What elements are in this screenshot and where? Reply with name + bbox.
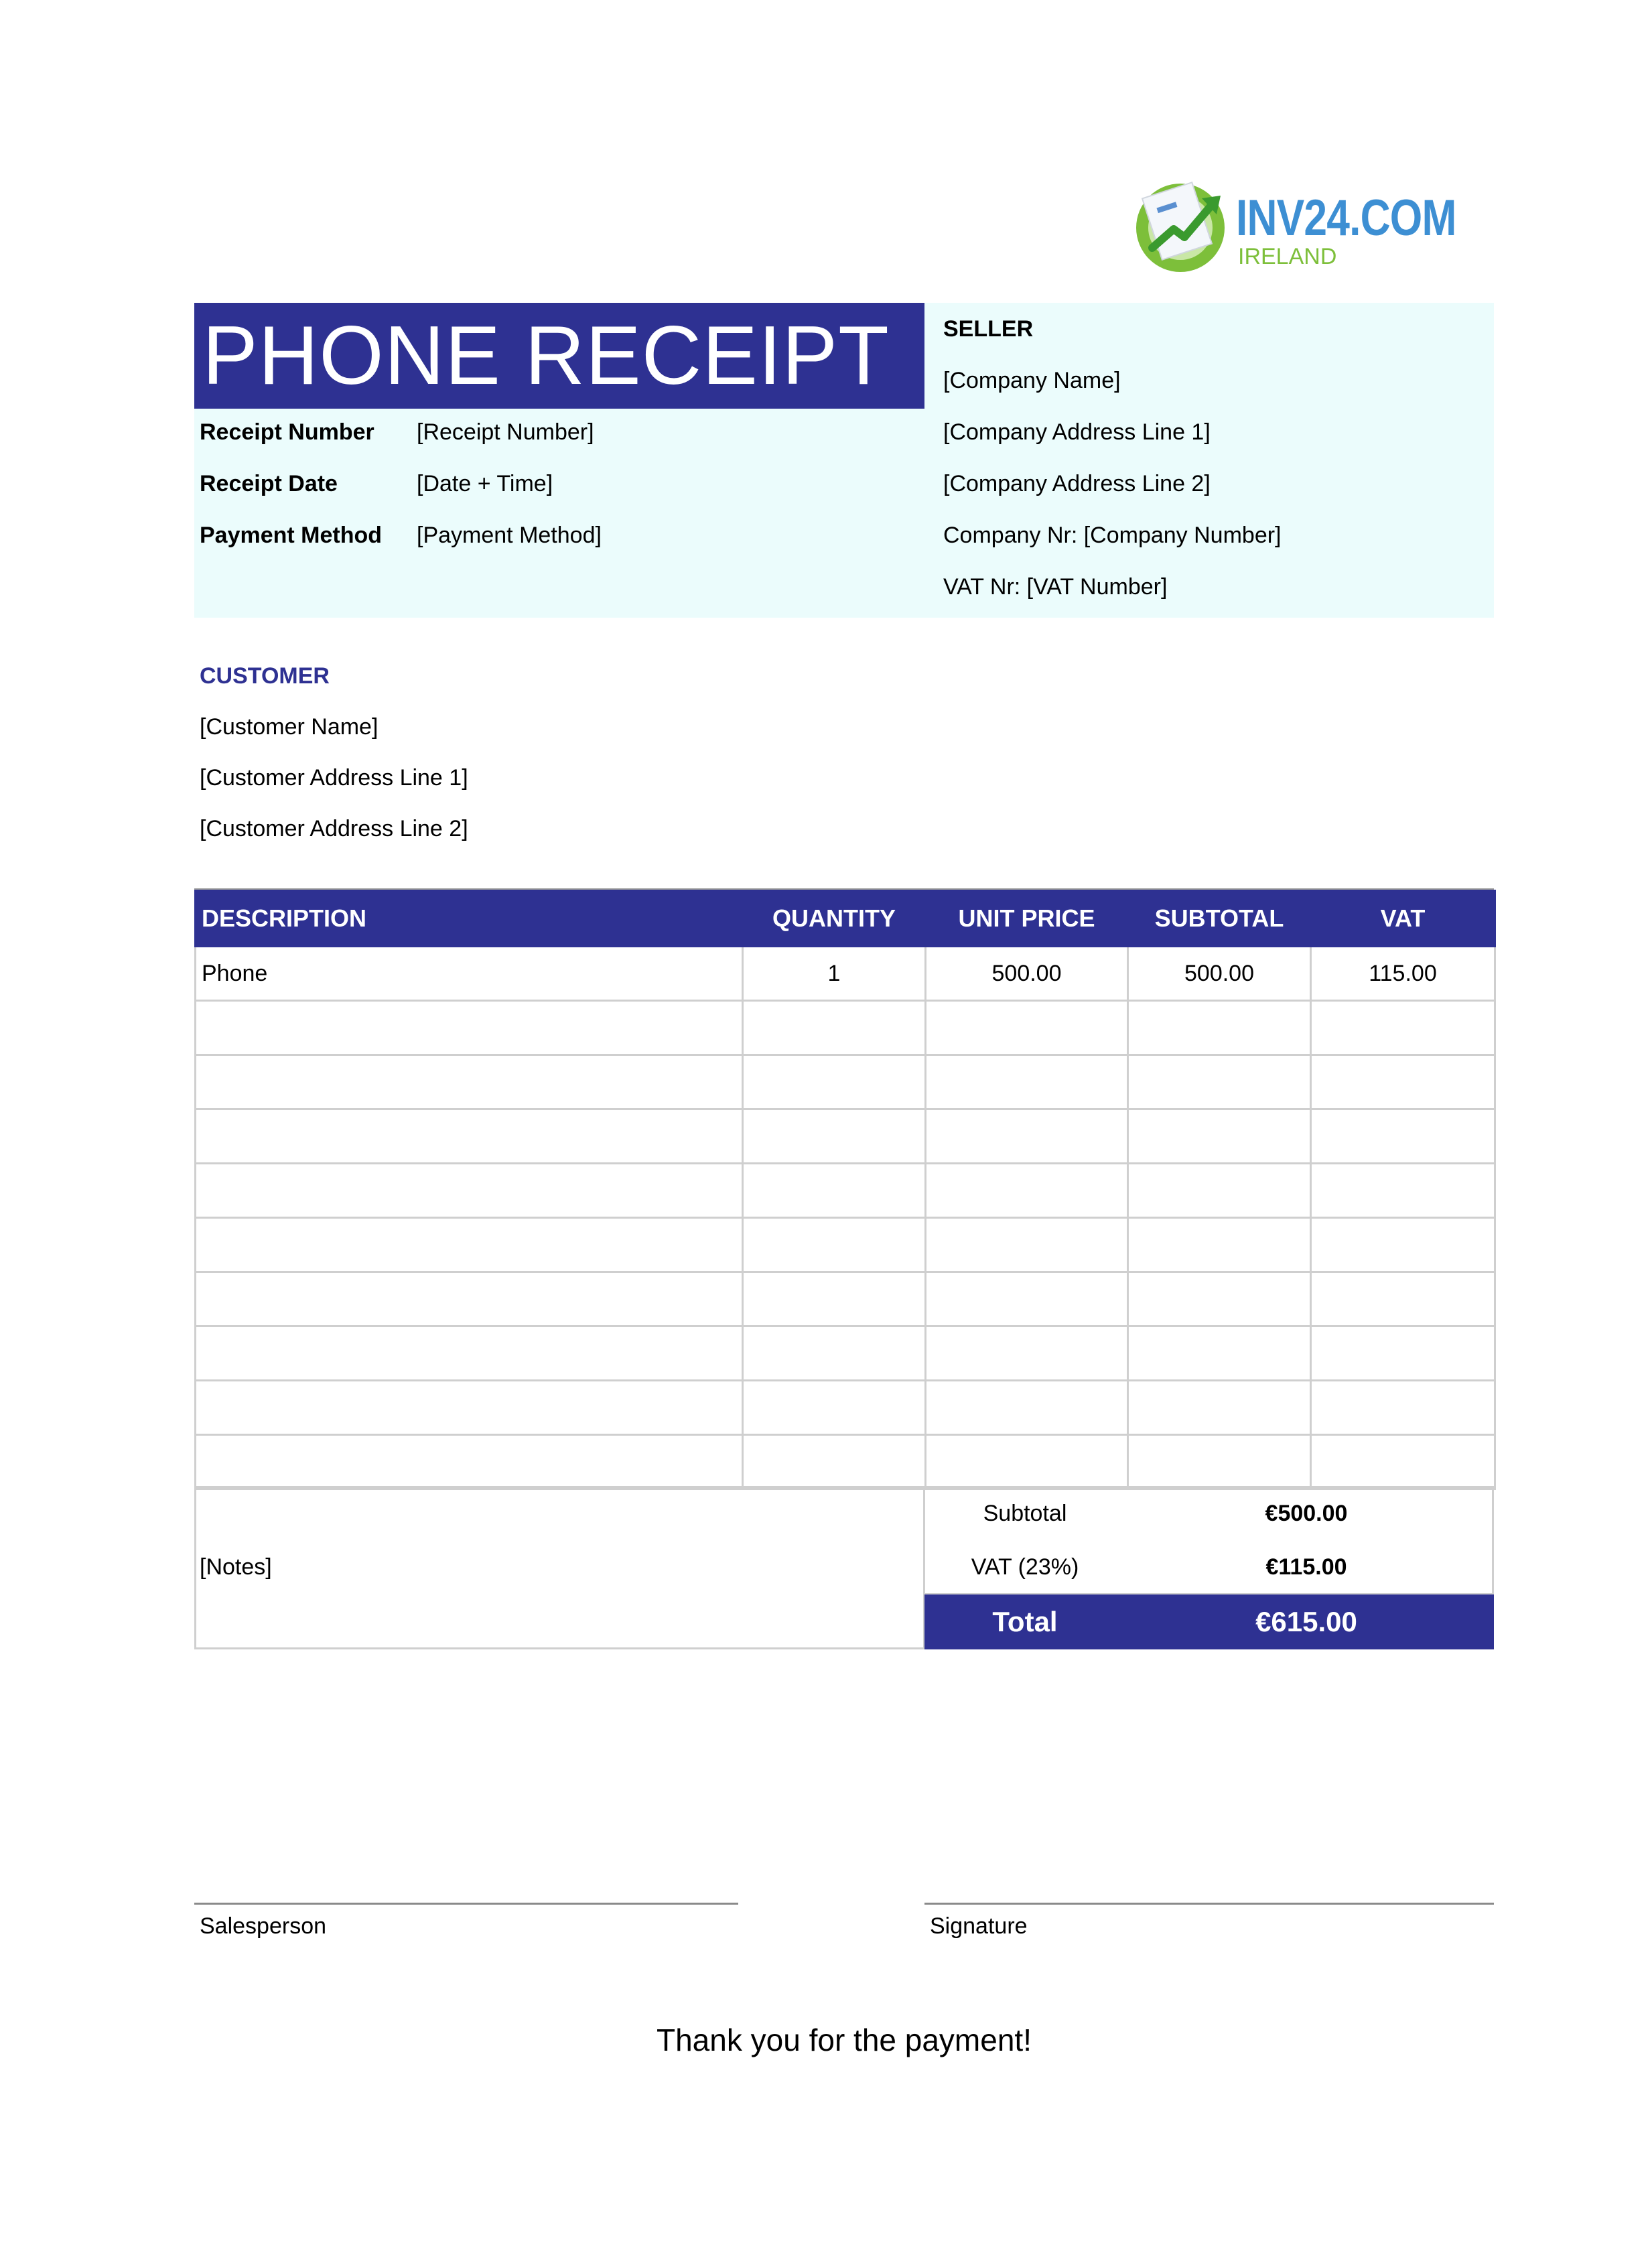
item-quantity [743,1218,926,1272]
vat-label: VAT (23%) [971,1554,1079,1580]
item-unit-price [926,1109,1128,1164]
item-vat [1311,1272,1495,1326]
item-quantity [743,1381,926,1435]
table-row [196,1164,1495,1218]
item-subtotal [1128,1272,1311,1326]
item-subtotal [1128,1326,1311,1381]
item-quantity [743,1164,926,1218]
receipt-date-label: Receipt Date [200,471,338,496]
column-header-vat: VAT [1311,891,1495,947]
item-unit-price: 500.00 [926,947,1128,1001]
item-subtotal [1128,1109,1311,1164]
item-subtotal [1128,1001,1311,1055]
item-vat [1311,1055,1495,1109]
logo-subtext: IRELAND [1238,244,1337,269]
signature-label: Signature [930,1913,1028,1939]
item-unit-price [926,1381,1128,1435]
table-row [196,1272,1495,1326]
table-row [196,1218,1495,1272]
item-description [196,1272,743,1326]
seller-company-name: [Company Name] [943,368,1121,393]
item-subtotal [1128,1218,1311,1272]
salesperson-line [194,1903,738,1905]
column-header-quantity: QUANTITY [743,891,926,947]
item-subtotal: 500.00 [1128,947,1311,1001]
page-title: PHONE RECEIPT [202,310,890,402]
seller-vat-number: VAT Nr: [VAT Number] [943,574,1168,600]
receipt-number-label: Receipt Number [200,419,374,445]
notes: [Notes] [200,1554,272,1580]
subtotal-label: Subtotal [983,1501,1067,1526]
payment-method-label: Payment Method [200,523,383,548]
item-unit-price [926,1001,1128,1055]
item-quantity [743,1326,926,1381]
logo-icon [1132,176,1233,276]
thank-you-message: Thank you for the payment! [657,2023,1032,2057]
item-description: Phone [196,947,743,1001]
item-vat: 115.00 [1311,947,1495,1001]
item-vat [1311,1381,1495,1435]
items-table [194,890,1496,1490]
item-unit-price [926,1055,1128,1109]
item-description [196,1381,743,1435]
item-vat [1311,1109,1495,1164]
table-row [196,1109,1495,1164]
vat-value: €115.00 [1265,1554,1347,1580]
customer-address-line-2: [Customer Address Line 2] [200,816,468,841]
item-quantity [743,1272,926,1326]
item-description [196,1164,743,1218]
customer-name: [Customer Name] [200,714,378,740]
item-quantity: 1 [743,947,926,1001]
item-unit-price [926,1272,1128,1326]
item-description [196,1109,743,1164]
table-header-row [196,891,1495,947]
item-vat [1311,1164,1495,1218]
item-description [196,1326,743,1381]
item-vat [1311,1326,1495,1381]
item-unit-price [926,1164,1128,1218]
table-row [196,1435,1495,1489]
item-quantity [743,1055,926,1109]
table-row [196,1381,1495,1435]
column-header-description: DESCRIPTION [196,891,743,947]
seller-heading: SELLER [943,316,1034,342]
item-vat [1311,1001,1495,1055]
company-logo [1132,176,1454,276]
column-header-unit-price: UNIT PRICE [926,891,1128,947]
item-quantity [743,1435,926,1489]
item-description [196,1218,743,1272]
seller-company-number: Company Nr: [Company Number] [943,523,1282,548]
item-subtotal [1128,1055,1311,1109]
seller-address-line-1: [Company Address Line 1] [943,419,1211,445]
salesperson-label: Salesperson [200,1913,327,1939]
signature-line [924,1903,1494,1905]
table-row [196,1326,1495,1381]
receipt-number-value: [Receipt Number] [417,419,594,445]
subtotal-value: €500.00 [1265,1501,1348,1526]
column-header-subtotal: SUBTOTAL [1128,891,1311,947]
item-description [196,1001,743,1055]
payment-method-value: [Payment Method] [417,523,602,548]
total-value: €615.00 [1255,1606,1357,1637]
receipt-date-value: [Date + Time] [417,471,553,496]
item-quantity [743,1109,926,1164]
item-vat [1311,1435,1495,1489]
item-subtotal [1128,1164,1311,1218]
item-description [196,1435,743,1489]
item-subtotal [1128,1435,1311,1489]
table-row [196,947,1495,1001]
logo-text: INV24.COM [1236,190,1456,247]
item-description [196,1055,743,1109]
customer-address-line-1: [Customer Address Line 1] [200,765,468,791]
table-row [196,1001,1495,1055]
seller-address-line-2: [Company Address Line 2] [943,471,1211,496]
item-quantity [743,1001,926,1055]
table-row [196,1055,1495,1109]
item-unit-price [926,1218,1128,1272]
item-unit-price [926,1435,1128,1489]
item-unit-price [926,1326,1128,1381]
item-vat [1311,1218,1495,1272]
customer-heading: CUSTOMER [200,663,330,689]
total-label: Total [992,1606,1058,1637]
item-subtotal [1128,1381,1311,1435]
